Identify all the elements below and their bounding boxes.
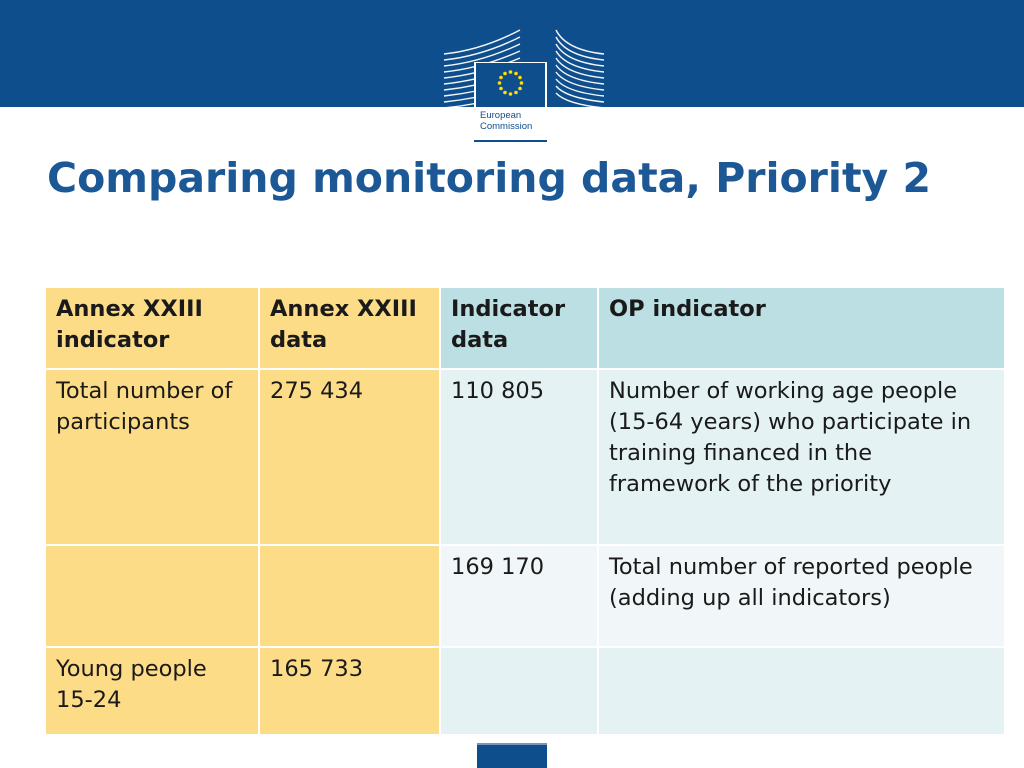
logo-text <box>480 110 546 132</box>
header-op-indicator: OP indicator <box>598 287 1005 369</box>
table-cell: Young people 15-24 <box>45 647 259 735</box>
logo-text-line2: Commission <box>480 121 533 132</box>
page-title: Comparing monitoring data, Priority 2 <box>47 154 932 202</box>
table-cell: Total number of participants <box>45 369 259 545</box>
table-header-row <box>45 287 1005 369</box>
footer-flag-tab <box>477 743 547 768</box>
table-row <box>45 545 1005 647</box>
table-cell: Total number of reported people (adding up all indicators) <box>598 545 1005 647</box>
logo-text-line1: European <box>480 110 522 121</box>
table-cell: 110 805 <box>440 369 598 545</box>
table-row <box>45 369 1005 545</box>
table-cell <box>440 647 598 735</box>
table-cell <box>598 647 1005 735</box>
table-cell: Number of working age people (15-64 years) who participate in training financed in the framework of the priority <box>598 369 1005 545</box>
table-cell <box>45 545 259 647</box>
comparison-table <box>44 286 1006 736</box>
european-commission-logo <box>442 28 606 146</box>
table-cell: 275 434 <box>259 369 440 545</box>
table-cell: 165 733 <box>259 647 440 735</box>
header-annex-data: Annex XXIII data <box>259 287 440 369</box>
table-cell <box>259 545 440 647</box>
table-row <box>45 647 1005 735</box>
table-cell: 169 170 <box>440 545 598 647</box>
header-indicator-data: Indicator data <box>440 287 598 369</box>
header-annex-indicator: Annex XXIII indicator <box>45 287 259 369</box>
